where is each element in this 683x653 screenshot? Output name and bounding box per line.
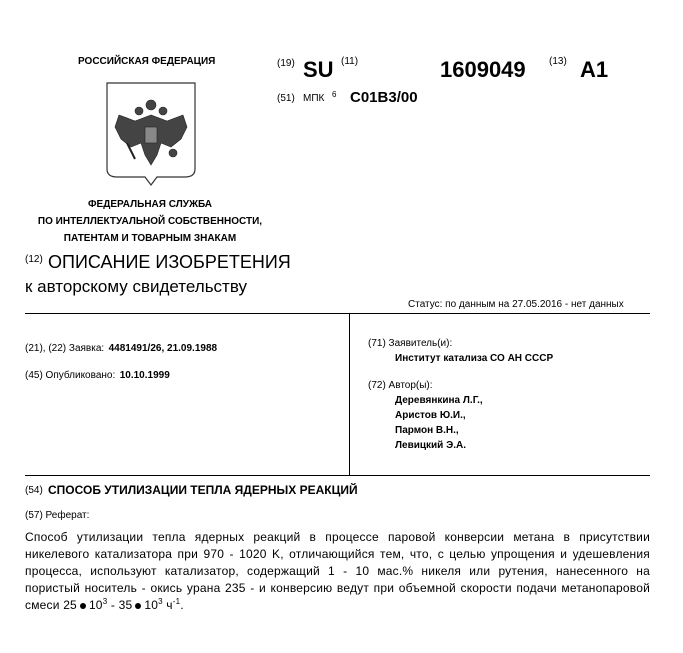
divider-top	[25, 313, 650, 314]
published-value: 10.10.1999	[119, 370, 170, 381]
multiply-dot-icon	[135, 603, 141, 609]
formula-exponent: 3	[102, 597, 108, 606]
abstract-text	[25, 529, 650, 614]
formula-value: 10	[144, 598, 159, 612]
application-label: (21), (22) Заявка:	[25, 343, 105, 354]
application-value: 4481491/26, 21.09.1988	[108, 343, 218, 354]
author-item: Деревянкина Л.Г.,	[395, 395, 483, 406]
coat-of-arms-emblem	[105, 81, 197, 189]
divider-bottom	[25, 475, 650, 476]
formula-exponent: 3	[158, 597, 163, 606]
inid-13: (13)	[549, 56, 567, 67]
document-title: ОПИСАНИЕ ИЗОБРЕТЕНИЯ	[48, 252, 291, 272]
inid-11: (11)	[341, 56, 359, 67]
applicant-value: Институт катализа СО АН СССР	[395, 353, 554, 364]
multiply-dot-icon	[80, 603, 86, 609]
service-line: ПАТЕНТАМ И ТОВАРНЫМ ЗНАКАМ	[63, 233, 237, 244]
status-text: Статус: по данным на 27.05.2016 - нет данных	[408, 299, 624, 310]
formula-exponent: -1	[172, 597, 181, 606]
country-code: SU	[303, 57, 334, 82]
formula-unit: ч	[162, 598, 173, 612]
inid-54: (54)	[25, 485, 43, 496]
abstract-end: .	[180, 598, 184, 612]
author-item: Аристов Ю.И.,	[395, 410, 466, 421]
formula-value: 25	[63, 598, 77, 612]
authors-label: (72) Автор(ы):	[368, 380, 433, 391]
author-item: Пармон В.Н.,	[395, 425, 459, 436]
document-subtitle: к авторскому свидетельству	[25, 277, 248, 296]
published-label: (45) Опубликовано:	[25, 370, 116, 381]
inid-51: (51)	[277, 93, 295, 104]
invention-title: СПОСОБ УТИЛИЗАЦИИ ТЕПЛА ЯДЕРНЫХ РЕАКЦИЙ	[48, 483, 358, 497]
ipc-version: 6	[332, 90, 337, 99]
country-name: РОССИЙСКАЯ ФЕДЕРАЦИЯ	[78, 56, 216, 67]
kind-code: A1	[580, 57, 609, 82]
formula-value: 10	[88, 598, 103, 612]
ipc-code: C01B3/00	[350, 89, 418, 106]
formula-value: - 35	[107, 598, 133, 612]
service-line: ПО ИНТЕЛЛЕКТУАЛЬНОЙ СОБСТВЕННОСТИ,	[37, 216, 263, 227]
abstract-label: (57) Реферат:	[25, 510, 90, 521]
ipc-label: МПК	[303, 93, 325, 104]
federal-service-name	[0, 196, 300, 247]
applicant-label: (71) Заявитель(и):	[368, 338, 453, 349]
service-line: ФЕДЕРАЛЬНАЯ СЛУЖБА	[87, 199, 213, 210]
author-item: Левицкий Э.А.	[395, 440, 466, 451]
abstract-body: Способ утилизации тепла ядерных реакций в процессе паровой конверсии метана в присутствии никелевого катализатора при 970 - 1020 K, отличающийся тем, что, с целью упрощения и удешевления процесса, используют катализатор, содержащий 1 - 10 мас.% никеля или рутения, нанесенного на пористый носитель - окись урана 235 - и конверсию ведут при объемной скорости подачи метанопаровой смеси	[25, 530, 650, 612]
published-field	[25, 365, 170, 383]
inid-19: (19)	[277, 58, 295, 69]
application-field	[25, 338, 217, 356]
column-divider	[349, 313, 350, 475]
patent-number: 1609049	[440, 57, 526, 82]
inid-12: (12)	[25, 254, 43, 265]
